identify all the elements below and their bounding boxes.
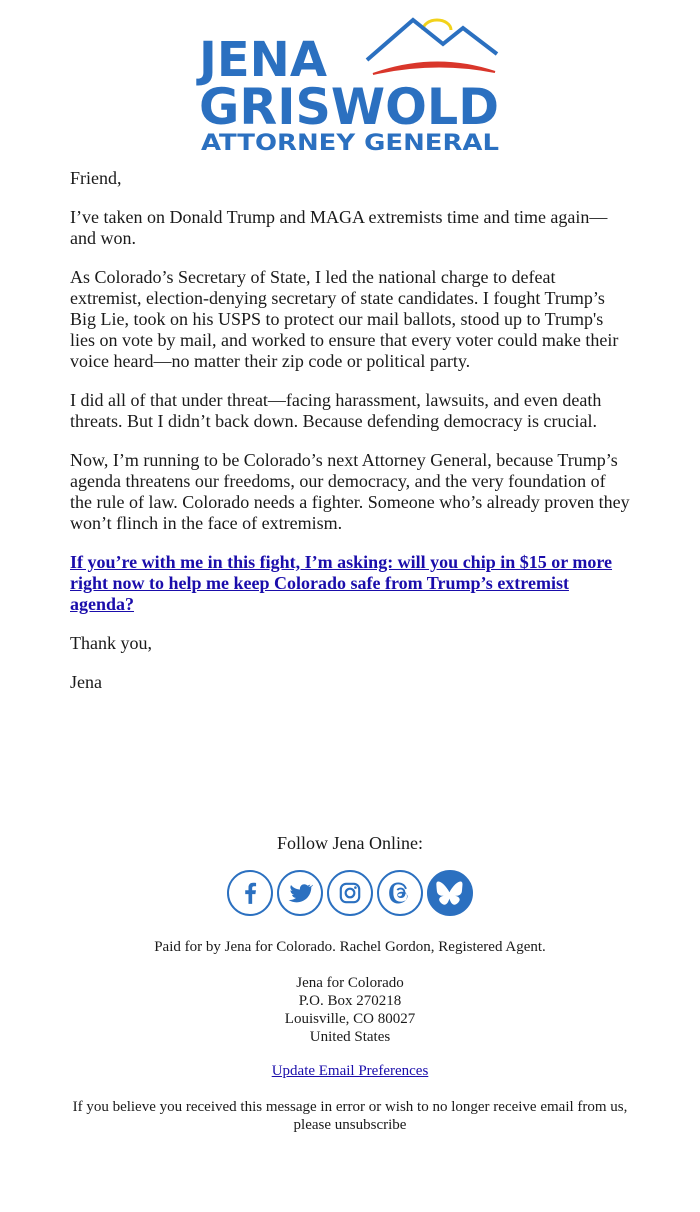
paragraph-3: I did all of that under threat—facing harassment, lawsuits, and even death threats. But I didn’t back down. Because defending democracy is crucial.: [70, 390, 602, 431]
logo-office: ATTORNEY GENERAL: [201, 131, 499, 156]
logo-last-name: GRISWOLD: [199, 78, 499, 136]
address-country: United States: [309, 1029, 391, 1045]
instagram-icon: [337, 880, 363, 906]
sun-arc-icon: [423, 20, 451, 30]
signature: Jena: [70, 672, 102, 692]
logo-graphic: [195, 12, 505, 157]
bluesky-link[interactable]: [427, 870, 473, 916]
paragraph-2: As Colorado’s Secretary of State, I led the national charge to defeat extremist, election-denying secretary of state candidates. I fought Trump’s Big Lie, took on his USPS to protect our mail ballots, stood up to Trump's lies on vote by mail, and worked to ensure that every voter could make their voice heard—no matter their zip code or political party.: [70, 267, 619, 371]
mailing-address: [0, 974, 700, 1046]
address-name: Jena for Colorado: [296, 975, 404, 991]
logo-first-name: JENA: [199, 32, 327, 88]
instagram-link[interactable]: [327, 870, 373, 916]
facebook-link[interactable]: [227, 870, 273, 916]
mountain-outline-icon: [367, 20, 497, 60]
donate-cta-link[interactable]: If you’re with me in this fight, I’m asking: will you chip in $15 or more right now to help me keep Colorado safe from Trump’s extremist agenda?: [70, 552, 613, 614]
update-preferences-link[interactable]: Update Email Preferences: [271, 1063, 429, 1079]
address-po-box: P.O. Box 270218: [298, 993, 402, 1009]
closing: Thank you,: [70, 633, 152, 653]
paragraph-4: Now, I’m running to be Colorado’s next Attorney General, because Trump’s agenda threatens our freedoms, our democracy, and the very foundation of the rule of law. Colorado needs a fighter. Someone who’s already proven they won’t flinch in the face of extremism.: [70, 450, 630, 533]
email-footer: [0, 832, 700, 1134]
facebook-icon: [237, 880, 263, 906]
road-swoosh-icon: [373, 62, 495, 74]
unsubscribe-text[interactable]: If you believe you received this message in error or wish to no longer receive email from us, please unsubscribe: [72, 1099, 628, 1133]
email-body: [70, 168, 630, 711]
address-city: Louisville, CO 80027: [284, 1011, 416, 1027]
bluesky-icon: [436, 880, 464, 906]
campaign-logo: [195, 12, 505, 157]
threads-link[interactable]: [377, 870, 423, 916]
paid-for-disclaimer: Paid for by Jena for Colorado. Rachel Gordon, Registered Agent.: [154, 939, 546, 955]
twitter-link[interactable]: [277, 870, 323, 916]
twitter-icon: [287, 880, 313, 906]
greeting: Friend,: [70, 168, 122, 188]
threads-icon: [386, 879, 414, 907]
social-links: [0, 870, 700, 916]
cta-paragraph: [70, 552, 630, 615]
paragraph-1: I’ve taken on Donald Trump and MAGA extremists time and time again—and won.: [70, 207, 608, 248]
follow-label: Follow Jena Online:: [277, 833, 423, 853]
